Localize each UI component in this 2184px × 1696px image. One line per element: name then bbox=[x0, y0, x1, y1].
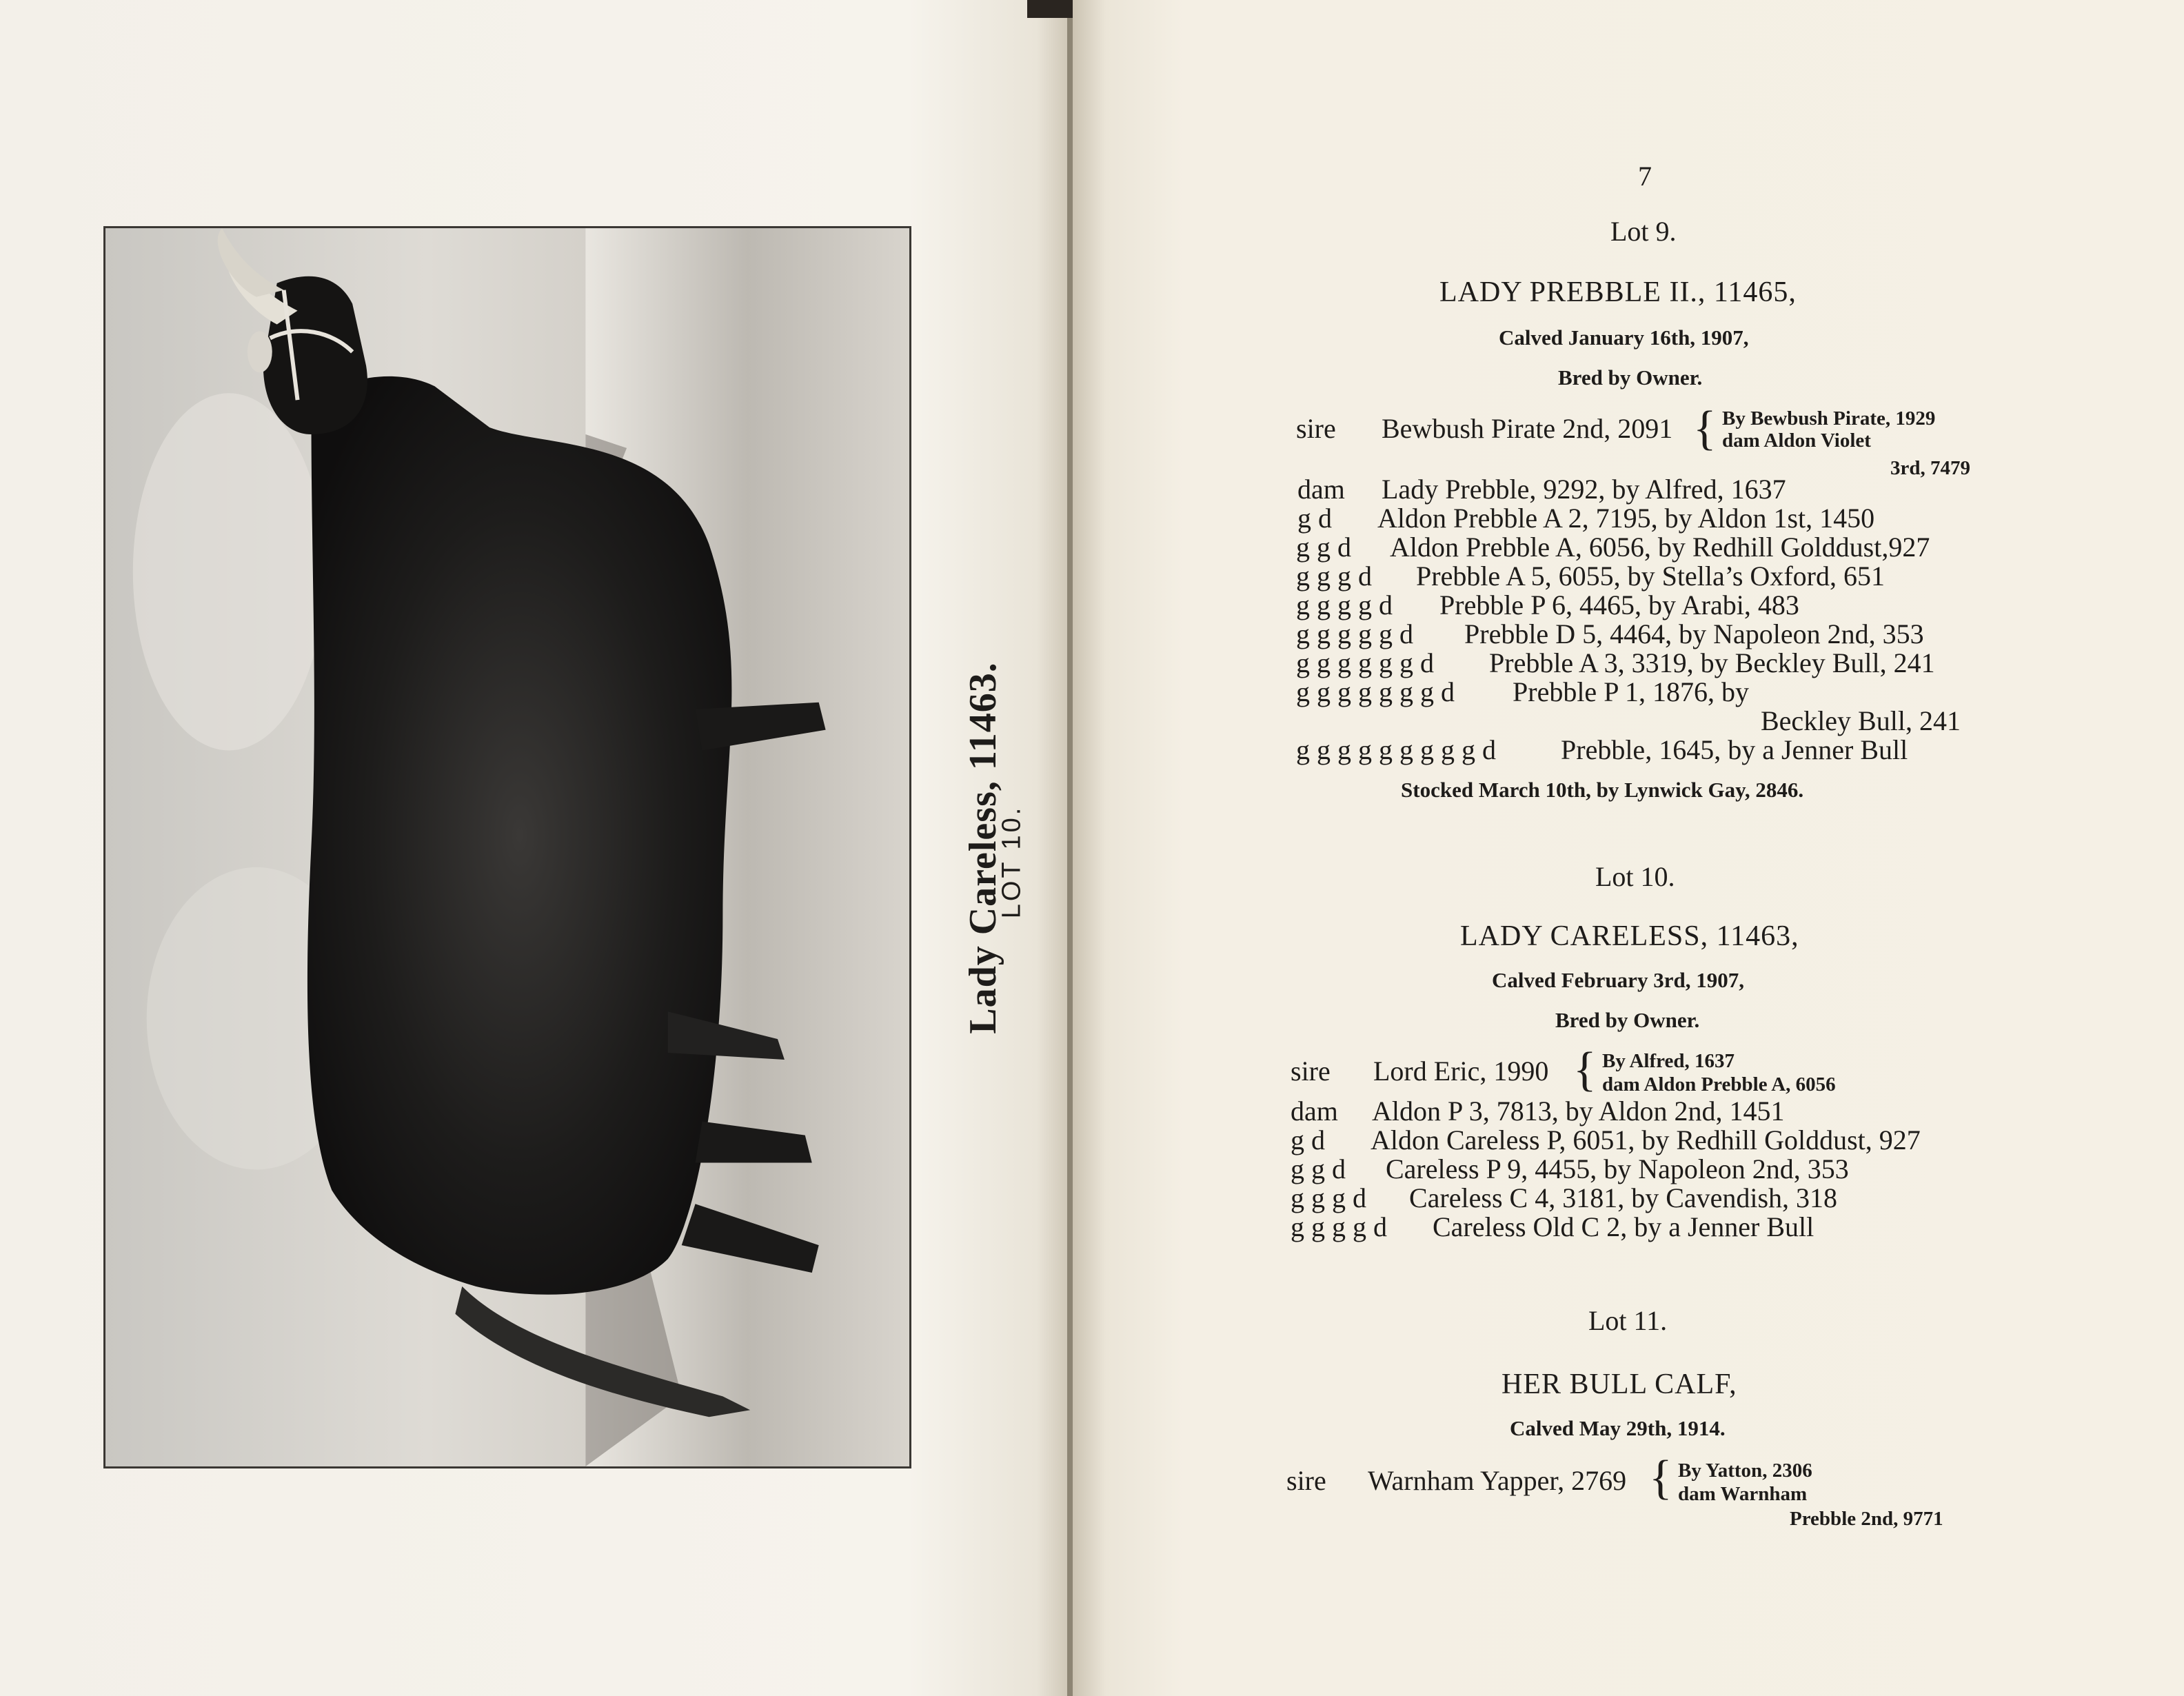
pedigree-label: g d bbox=[1297, 503, 1332, 534]
lot-11-sire-brace-3: Prebble 2nd, 9771 bbox=[1790, 1508, 1943, 1530]
lot-9-name: LADY PREBBLE II., 11465, bbox=[1439, 276, 1797, 308]
pedigree-entry: Careless P 9, 4455, by Napoleon 2nd, 353 bbox=[1386, 1153, 1849, 1184]
pedigree-label: g g g g d bbox=[1296, 589, 1393, 620]
pedigree-entry: Careless Old C 2, by a Jenner Bull bbox=[1433, 1211, 1814, 1242]
page-number: 7 bbox=[1638, 161, 1652, 192]
lot-9-sire-brace-2: dam Aldon Violet bbox=[1722, 430, 1871, 452]
caption-title: Lady Careless, 11463. bbox=[962, 662, 1004, 1034]
lot-10-sire-brace-2: dam Aldon Prebble A, 6056 bbox=[1602, 1073, 1836, 1096]
pedigree-entry: Prebble, 1645, by a Jenner Bull bbox=[1561, 734, 1908, 765]
pedigree-label: g g g g g g g g g d bbox=[1296, 734, 1496, 765]
pedigree-entry: Lady Prebble, 9292, by Alfred, 1637 bbox=[1382, 474, 1786, 505]
pedigree-entry: Aldon Prebble A 2, 7195, by Aldon 1st, 1450 bbox=[1377, 503, 1875, 534]
pedigree-entry: Beckley Bull, 241 bbox=[1761, 705, 1961, 736]
lot-9-bred: Bred by Owner. bbox=[1558, 365, 1703, 390]
lot-11-name: HER BULL CALF, bbox=[1502, 1369, 1737, 1400]
lot-9-note: Stocked March 10th, by Lynwick Gay, 2846. bbox=[1401, 778, 1804, 802]
pedigree-entry: Prebble P 6, 4465, by Arabi, 483 bbox=[1439, 589, 1799, 620]
lot-9-sire-brace-1: By Bewbush Pirate, 1929 bbox=[1722, 407, 1936, 430]
pedigree-label: g g d bbox=[1291, 1153, 1346, 1184]
pedigree-entry: Careless C 4, 3181, by Cavendish, 318 bbox=[1409, 1182, 1838, 1213]
pedigree-label: g g g g d bbox=[1291, 1211, 1387, 1242]
lot-10-heading: Lot 10. bbox=[1595, 861, 1675, 892]
pedigree-label: g g g g g g d bbox=[1296, 647, 1434, 678]
lot-11-sire: Warnham Yapper, 2769 bbox=[1368, 1465, 1627, 1496]
lot-11-sire-label: sire bbox=[1286, 1465, 1326, 1496]
lot-10-sire-label: sire bbox=[1291, 1056, 1331, 1087]
pedigree-label: dam bbox=[1297, 474, 1345, 505]
lot-9-heading: Lot 9. bbox=[1610, 216, 1677, 247]
pedigree-entry: Prebble A 3, 3319, by Beckley Bull, 241 bbox=[1489, 647, 1935, 678]
pedigree-entry: Aldon Careless P, 6051, by Redhill Golddust, 927 bbox=[1371, 1124, 1921, 1155]
pedigree-entry: Aldon Prebble A, 6056, by Redhill Golddust,927 bbox=[1390, 532, 1930, 563]
pedigree-label: dam bbox=[1291, 1096, 1338, 1127]
lot-10-bred: Bred by Owner. bbox=[1555, 1008, 1700, 1032]
lot-10-sire-brace-1: By Alfred, 1637 bbox=[1602, 1050, 1735, 1072]
lot-9-calved: Calved January 16th, 1907, bbox=[1499, 325, 1749, 350]
pedigree-entry: Prebble P 1, 1876, by bbox=[1513, 676, 1749, 707]
lot-9-sire-label: sire bbox=[1296, 413, 1336, 444]
pedigree-label: g g g g g g g d bbox=[1296, 676, 1455, 707]
cow-photo bbox=[103, 226, 911, 1468]
lot-11-sire-brace-2: dam Warnham bbox=[1678, 1483, 1808, 1505]
pedigree-label: g g g d bbox=[1291, 1182, 1366, 1213]
left-page bbox=[0, 0, 1069, 1696]
lot-11-sire-brace-1: By Yatton, 2306 bbox=[1678, 1460, 1812, 1482]
lot-11-heading: Lot 11. bbox=[1588, 1305, 1668, 1336]
pedigree-entry: Aldon P 3, 7813, by Aldon 2nd, 1451 bbox=[1372, 1096, 1785, 1127]
lot-11-calved: Calved May 29th, 1914. bbox=[1510, 1416, 1726, 1440]
lot-10-name: LADY CARELESS, 11463, bbox=[1460, 920, 1799, 952]
lot-10-sire: Lord Eric, 1990 bbox=[1373, 1056, 1549, 1087]
lot-9-sire: Bewbush Pirate 2nd, 2091 bbox=[1382, 413, 1673, 444]
pedigree-label: g g g g g d bbox=[1296, 618, 1413, 649]
lot-10-calved: Calved February 3rd, 1907, bbox=[1492, 968, 1744, 992]
caption-lot: LOT 10. bbox=[997, 805, 1027, 919]
pedigree-label: g g g d bbox=[1296, 561, 1372, 592]
pedigree-label: g g d bbox=[1296, 532, 1351, 563]
pedigree-entry: Prebble D 5, 4464, by Napoleon 2nd, 353 bbox=[1464, 618, 1924, 649]
pedigree-label: g d bbox=[1291, 1124, 1325, 1155]
lot-9-sire-brace-3: 3rd, 7479 bbox=[1890, 457, 1970, 479]
right-page: 7 Lot 9. LADY PREBBLE II., 11465, Calved January 16th, 1907, Bred by Owner. sire Bewbush Pirate 2nd, 2091 { By Bewbush Pirate, 1929 dam Aldon Violet 3rd, 7479 dam Lady Prebble, 9292, by Alfred, 1637 g d Aldon Prebble A 2, 7195, by Aldon 1st, 1450 g g d Aldon Prebble A, 6056, by Redhill Golddust,927 g g g d Prebble A 5, 6055, by Stella’s Oxford, 651 g g g g d Prebble P 6, 4465, by Arabi, 483 g g g g g d Prebble D 5, 4464, by Napoleon 2nd, 353 g g g g g g d Prebble A 3, 3319, by Beckley Bull, 241 g g g g g g g d Prebble P 1, 1876, by Beckley Bull, 241 g g g g g g g g g d Prebble, 1645, by a Jenner Bull Stocked March 10th, by Lynwick Gay, 2846. Lot 10. LADY CARELESS, 11463, Calved February 3rd, 1907, Bred by Owner. sire Lord Eric, 1990 { By Alfred, 1637 dam Aldon Prebble A, 6056 dam Aldon P 3, 7813, by Aldon 2nd, 1451 g d Aldon Careless P, 6051, by Redhill Golddust, 927 g g d Careless P 9, 4455, by Napoleon 2nd, 353 g g g d Careless C 4, 3181, by Cavendish, 318 g g g g d Careless Old C 2, by a Jenner Bull Lot 11. HER BULL CALF, Calved May 29th, 1914. sire Warnham Yapper, 2769 { By Yatton, 2306 dam Warnham Prebble 2nd, 9771 bbox=[1073, 0, 2184, 1696]
pedigree-entry: Prebble A 5, 6055, by Stella’s Oxford, 651 bbox=[1416, 561, 1885, 592]
